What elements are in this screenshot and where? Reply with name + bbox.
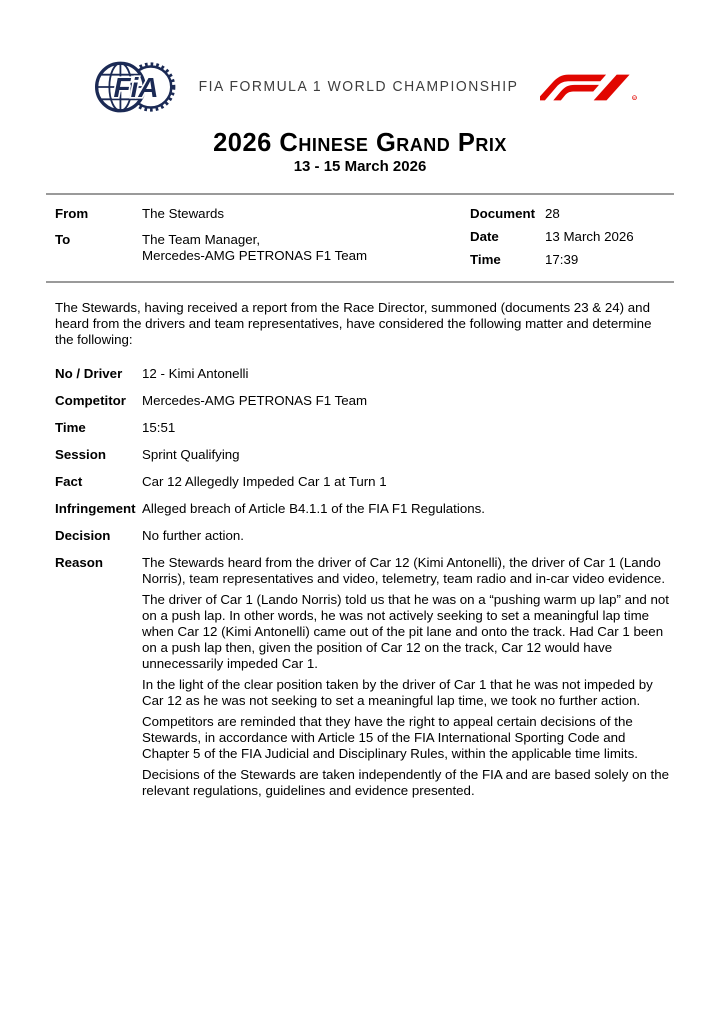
to-value-line1: The Team Manager,	[142, 232, 261, 247]
to-value-line2: Mercedes-AMG PETRONAS F1 Team	[142, 248, 368, 263]
field-value: No further action.	[142, 528, 244, 543]
field-label: Competitor	[55, 393, 126, 408]
field-row-no-driver	[55, 366, 670, 382]
reason-paragraph: Competitors are reminded that they have the right to appeal certain decisions of the Stewards, in accordance with Article 15 of the FIA International Sporting Code and Chapter 5 of the FIA Judicial and Disciplinary Rules, within the applicable time limits.	[142, 714, 638, 761]
to-label: To	[55, 232, 71, 247]
meta-row-date	[470, 229, 670, 245]
time-value: 17:39	[545, 252, 579, 267]
field-row-session	[55, 447, 670, 463]
field-row-competitor	[55, 393, 670, 409]
field-value: Sprint Qualifying	[142, 447, 240, 462]
intro-paragraph: The Stewards, having received a report from the Race Director, summoned (documents 23 & 24) and heard from the drivers and team representatives, have considered the following matter and determine the following:	[55, 300, 652, 347]
field-row-infringement	[55, 501, 670, 517]
field-label: Time	[55, 420, 86, 435]
from-label: From	[55, 206, 89, 221]
fia-logo	[95, 59, 177, 115]
title-block	[0, 128, 720, 176]
reason-paragraphs	[142, 555, 670, 804]
reason-paragraph: In the light of the clear position taken by the driver of Car 1 that he was not impeded by Car 12 as he was not seeking to set a meaningful lap time, we took no further action.	[142, 677, 653, 708]
field-row-decision	[55, 528, 670, 544]
event-title: 2026 Chinese Grand Prix	[213, 129, 507, 157]
event-dates: 13 - 15 March 2026	[293, 158, 427, 175]
f1-logo	[540, 74, 642, 101]
meta-row-time	[470, 252, 670, 268]
document-header	[95, 58, 642, 116]
field-row-fact	[55, 474, 670, 490]
date-label: Date	[470, 229, 499, 244]
reason-paragraph: The Stewards heard from the driver of Car 12 (Kimi Antonelli), the driver of Car 1 (Lando Norris), team representatives and video, telemetry, team radio and in-car video evidence.	[142, 555, 666, 586]
time-label: Time	[470, 252, 501, 267]
f1-logo-registered-mark: R	[633, 95, 636, 100]
document-label: Document	[470, 206, 536, 221]
field-value: Mercedes-AMG PETRONAS F1 Team	[142, 393, 368, 408]
field-label: Fact	[55, 474, 83, 489]
field-value: Car 12 Allegedly Impeded Car 1 at Turn 1	[142, 474, 387, 489]
field-label: No / Driver	[55, 366, 123, 381]
field-label: Session	[55, 447, 106, 462]
championship-title: FIA FORMULA 1 WORLD CHAMPIONSHIP	[198, 79, 519, 95]
field-value: 12 - Kimi Antonelli	[142, 366, 249, 381]
field-value: 15:51	[142, 420, 176, 435]
field-label: Decision	[55, 528, 111, 543]
meta-row-document	[470, 206, 670, 222]
reason-section	[55, 555, 670, 804]
field-label: Infringement	[55, 501, 136, 516]
field-row-time	[55, 420, 670, 436]
field-value: Alleged breach of Article B4.1.1 of the FIA F1 Regulations.	[142, 501, 485, 516]
from-value: The Stewards	[142, 206, 225, 221]
f1-logo-f-mid-stroke	[553, 84, 599, 100]
to-value	[142, 232, 367, 264]
meta-right-column	[470, 206, 670, 268]
reason-label: Reason	[55, 555, 104, 570]
date-value: 13 March 2026	[545, 229, 634, 244]
reason-paragraph: The driver of Car 1 (Lando Norris) told us that he was on a “pushing warm up lap” and not on a push lap. In other words, he was not actively seeking to set a meaningful lap time when Car 12 (Kimi Antonelli) came out of the pit lane and onto the track. Had Car 1 been on a push lap then, given the position of Car 12 on the track, Car 12 would have unnecessarily impeded Car 1.	[142, 592, 669, 671]
meta-box	[46, 193, 674, 283]
reason-paragraph: Decisions of the Stewards are taken independently of the FIA and are based solely on the relevant regulations, guidelines and evidence presented.	[142, 767, 670, 798]
fia-logo-text: FiA	[113, 71, 159, 103]
decision-fields	[55, 366, 670, 544]
document-value: 28	[545, 206, 560, 221]
